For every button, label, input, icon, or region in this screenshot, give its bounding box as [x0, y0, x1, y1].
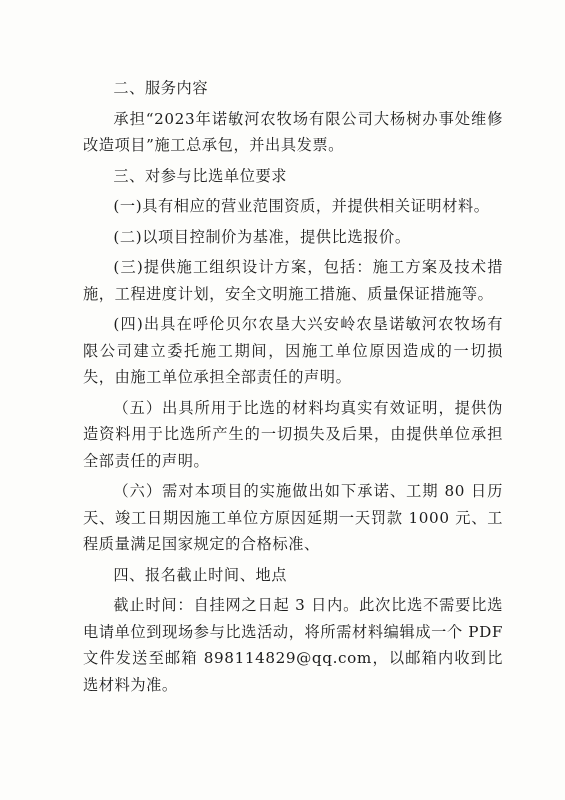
section-heading-deadline: 四、报名截止时间、地点	[113, 565, 288, 584]
section-heading-service-content: 二、服务内容	[113, 79, 209, 97]
requirement-item-2: (二)以项目控制价为基准，提供比选报价。	[113, 227, 411, 246]
requirement-item-6: （六）需对本项目的实施做出如下承诺、工期 80 日历天、竣工日期因施工单位方原因延期一天罚款 1000 元、工程质量满足国家规定的合格标准、	[83, 482, 503, 553]
requirement-item-5: （五）出具所用于比选的材料均真实有效证明，提供伪造资料用于比选所产生的一切损失及后果，由提供单位承担全部责任的声明。	[83, 398, 503, 470]
requirement-item-3: (三)提供施工组织设计方案，包括：施工方案及技术措施，工程进度计划，安全文明施工措施、质量保证措施等。	[83, 258, 503, 303]
paragraph-service-scope: 承担“2023年诺敏河农牧场有限公司大杨树办事处维修改造项目”施工总承包，并出具发票。	[83, 109, 503, 154]
requirement-item-1: (一)具有相应的营业范围资质，并提供相关证明材料。	[113, 197, 490, 215]
requirement-item-4: (四)出具在呼伦贝尔农垦大兴安岭农垦诺敏河农牧场有限公司建立委托施工期间，因施工单位原因造成的一切损失，由施工单位承担全部责任的声明。	[83, 315, 503, 386]
document-body	[83, 75, 503, 698]
section-heading-participant-requirements: 三、对参与比选单位要求	[113, 166, 288, 185]
paragraph-deadline-details: 截止时间：自挂网之日起 3 日内。此次比选不需要比选电请单位到现场参与比选活动，将所需材料编辑成一个 PDF 文件发送至邮箱 898114829@qq.com，以邮箱内收到比选材料为准。	[83, 596, 503, 694]
